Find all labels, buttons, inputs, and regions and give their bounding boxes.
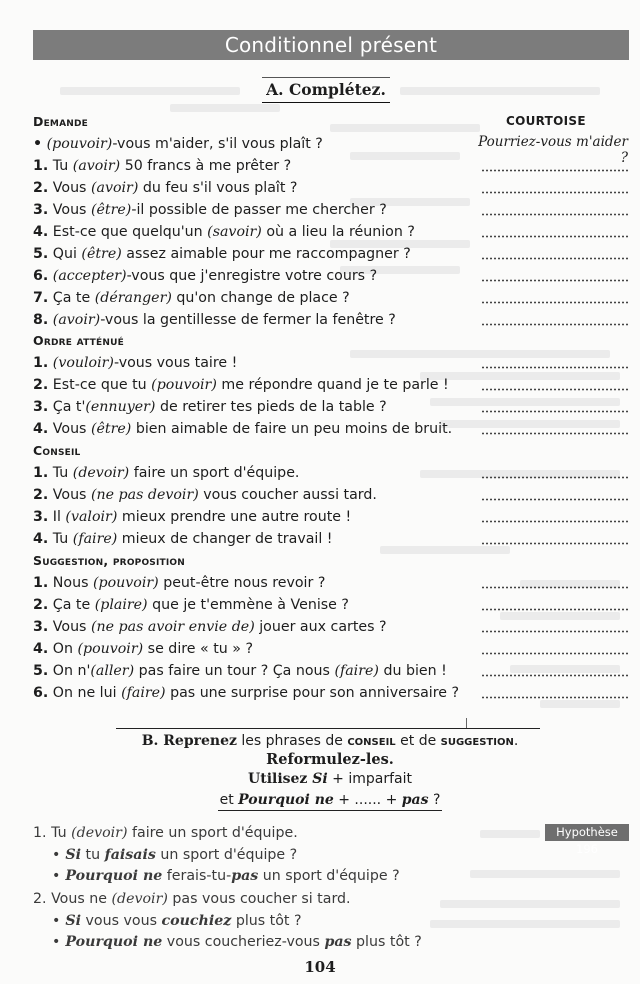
keyword: Si <box>65 913 82 929</box>
item-number: 3. <box>33 509 49 525</box>
instruction-text: les phrases de <box>236 733 348 749</box>
verb-hint: (pouvoir) <box>77 641 144 657</box>
answer-text: vous coucheriez-vous <box>162 934 325 950</box>
sentence-end: 50 francs à me prêter ? <box>120 158 292 174</box>
exercise-row <box>33 156 629 178</box>
exercise-row <box>33 573 629 595</box>
example-sentence <box>33 889 351 909</box>
item-number: 4. <box>33 641 49 657</box>
verb-hint: (vouloir) <box>52 355 114 371</box>
category-suggestion: Suggestion, proposition <box>33 553 186 568</box>
item-number: 1. <box>33 465 49 481</box>
verb-hint: (devoir) <box>71 825 128 841</box>
verb-hint: (pouvoir) <box>151 377 217 393</box>
exercise-row <box>33 310 629 332</box>
sentence-end: du feu s'il vous plaît ? <box>138 180 298 196</box>
exercise-row <box>33 683 629 705</box>
sentence-end: jouer aux cartes ? <box>254 619 387 635</box>
answer-blank-dots <box>481 410 629 413</box>
sentence-start: Vous <box>52 180 91 196</box>
sentence-start: Vous ne <box>51 891 112 907</box>
exercise-text <box>33 617 387 637</box>
answer-blank-dots <box>481 432 629 435</box>
answer-blank-dots <box>481 279 629 282</box>
sentence-end: du bien ! <box>378 663 447 679</box>
sentence-end: mieux de changer de travail ! <box>117 531 333 547</box>
item-number: 1. <box>33 158 49 174</box>
sentence-end: pas vous coucher si tard. <box>167 891 351 907</box>
answer-blank-dots <box>481 169 629 172</box>
item-number: 2. <box>33 597 49 613</box>
sentence-end: où a lieu la réunion ? <box>261 224 415 240</box>
answer-blank-dots <box>481 696 629 699</box>
keyword: pas <box>324 934 352 950</box>
item-number: • <box>33 136 43 152</box>
sentence-start: Qui <box>52 246 82 262</box>
section-a-title: A. Complétez. <box>262 80 390 103</box>
exercise-row <box>33 200 629 222</box>
exercise-text <box>33 200 387 220</box>
answer-blank-dots <box>481 257 629 260</box>
verb-hint: (devoir) <box>111 891 168 907</box>
sentence-end: pas faire un tour ? Ça nous <box>134 663 335 679</box>
item-number: 1. <box>33 825 47 841</box>
question-mark: ? <box>428 792 441 808</box>
verb-hint: (pouvoir) <box>92 575 159 591</box>
item-number: 6. <box>33 685 49 701</box>
item-number: 2. <box>33 891 47 907</box>
verb-hint: (aller) <box>90 663 135 679</box>
answer-blank-dots <box>481 301 629 304</box>
exercise-text <box>33 507 351 527</box>
exercise-row <box>33 222 629 244</box>
sentence-end: pas une surprise pour son anniversaire ? <box>165 685 460 701</box>
verb-hint: (avoir) <box>90 180 139 196</box>
exercise-row <box>33 288 629 310</box>
sentence-end: faire un sport d'équipe. <box>129 465 300 481</box>
exercise-text <box>33 134 323 154</box>
exercise-row <box>33 463 629 485</box>
answer-blank-dots <box>481 542 629 545</box>
reformulated-answer <box>52 866 400 886</box>
exercise-text <box>33 595 349 615</box>
exercise-text <box>33 178 297 198</box>
sentence-start: Tu <box>51 825 72 841</box>
keyword: Pourquoi ne <box>65 868 163 884</box>
imparfait-text: + imparfait <box>327 771 412 787</box>
exercise-text <box>33 310 396 330</box>
verb-hint: (pouvoir) <box>46 136 113 152</box>
item-number: 1. <box>33 575 49 591</box>
item-number: 2. <box>33 377 49 393</box>
sentence-start: Est-ce que tu <box>52 377 152 393</box>
verb-hint: (être) <box>90 202 132 218</box>
bullet-icon: • <box>52 847 61 863</box>
section-b-title: B. Reprenez <box>141 733 237 749</box>
example-sentence <box>33 823 298 843</box>
keyword: faisais <box>104 847 156 863</box>
exercise-row <box>33 375 629 397</box>
instruction-end: . <box>513 733 519 749</box>
answer-blank-dots <box>481 235 629 238</box>
sentence-start: Tu <box>52 158 73 174</box>
reformulez-instruction: Reformulez-les. <box>266 751 394 768</box>
sentence-end: se dire « tu » ? <box>143 641 253 657</box>
verb-hint: (ne pas avoir envie de) <box>90 619 255 635</box>
sentence-start: Vous <box>52 487 91 503</box>
sentence-end: -vous vous taire ! <box>113 355 238 371</box>
exercise-row <box>33 134 629 156</box>
exercise-row <box>33 661 629 683</box>
answer-blank-dots <box>481 476 629 479</box>
verb-hint: (avoir) <box>52 312 101 328</box>
exercise-text <box>33 222 415 242</box>
answer-blank-dots <box>481 323 629 326</box>
verb-hint: (ne pas devoir) <box>90 487 199 503</box>
keyword: Pourquoi ne <box>65 934 163 950</box>
chapter-banner: Conditionnel présent <box>33 30 629 60</box>
sentence-start: Est-ce que quelqu'un <box>52 224 208 240</box>
answer-blank-dots <box>481 608 629 611</box>
exercise-text <box>33 463 299 483</box>
exercise-text <box>33 485 377 505</box>
exercise-row <box>33 244 629 266</box>
item-number: 4. <box>33 421 49 437</box>
formula-text: + ...... + <box>333 792 402 808</box>
keyword: pas <box>231 868 259 884</box>
sentence-start: On n' <box>52 663 91 679</box>
answer-blank-dots <box>481 498 629 501</box>
answer-blank-dots <box>481 366 629 369</box>
exercise-text <box>33 397 387 417</box>
sentence-start: Il <box>52 509 66 525</box>
exercise-text <box>33 639 253 659</box>
sentence-end: -vous que j'enregistre votre cours ? <box>126 268 378 284</box>
exercise-text <box>33 266 377 286</box>
exercise-row <box>33 617 629 639</box>
sentence-start: Tu <box>52 465 73 481</box>
sentence-end: -il possible de passer me chercher ? <box>131 202 387 218</box>
pas-word: pas <box>401 792 429 808</box>
exercise-row <box>33 178 629 200</box>
answer-text: un sport d'équipe ? <box>258 868 400 884</box>
answer-text: plus tôt ? <box>351 934 422 950</box>
exercise-row <box>33 507 629 529</box>
answer-blank-dots <box>481 630 629 633</box>
exercise-text <box>33 529 333 549</box>
answer-text: tu <box>81 847 105 863</box>
section-b-instruction <box>0 733 640 749</box>
verb-hint: (être) <box>90 421 132 437</box>
sentence-start: Vous <box>52 421 91 437</box>
si-word: Si <box>312 771 328 787</box>
item-number: 8. <box>33 312 49 328</box>
answer-blank-dots <box>481 674 629 677</box>
item-number: 7. <box>33 290 49 306</box>
utilisez-instruction <box>0 771 640 787</box>
sentence-end: -vous m'aider, s'il vous plaît ? <box>112 136 323 152</box>
sentence-end: qu'on change de place ? <box>171 290 350 306</box>
item-number: 2. <box>33 180 49 196</box>
reformulated-answer <box>52 845 297 865</box>
exercise-row <box>33 595 629 617</box>
exercise-row <box>33 266 629 288</box>
sentence-end: mieux prendre une autre route ! <box>117 509 352 525</box>
verb-hint: (déranger) <box>94 290 172 306</box>
verb-hint: (ennuyer) <box>85 399 156 415</box>
sentence-start: Vous <box>52 619 91 635</box>
category-demande: Demande <box>33 114 88 129</box>
answer-blank-dots <box>481 586 629 589</box>
answer-blank-dots <box>481 191 629 194</box>
utilisez-word: Utilisez <box>248 771 313 787</box>
sentence-start: Nous <box>52 575 93 591</box>
exercise-text <box>33 573 325 593</box>
bullet-icon: • <box>52 868 61 884</box>
exercise-row <box>33 353 629 375</box>
item-number: 2. <box>33 487 49 503</box>
bullet-icon: • <box>52 934 61 950</box>
sentence-start: On <box>52 641 78 657</box>
sentence-end: -vous la gentillesse de fermer la fenêtre ? <box>100 312 396 328</box>
keyword: couchiez <box>161 913 232 929</box>
item-number: 5. <box>33 246 49 262</box>
verb-hint: (plaire) <box>94 597 148 613</box>
sentence-end: de retirer tes pieds de la table ? <box>155 399 387 415</box>
page-number: 104 <box>304 958 336 976</box>
courtoise-label: COURTOISE <box>506 114 586 128</box>
sentence-end: me répondre quand je te parle ! <box>216 377 449 393</box>
hypothese-reference-badge: Hypothèse 196 <box>545 824 629 841</box>
exercise-text <box>33 375 449 395</box>
verb-hint: (faire) <box>334 663 379 679</box>
answer-text: vous vous <box>81 913 162 929</box>
sentence-start: Vous <box>52 202 91 218</box>
item-number: 5. <box>33 663 49 679</box>
example-answer: Pourriez-vous m'aider ? <box>478 134 628 166</box>
section-divider <box>116 728 540 729</box>
item-number: 4. <box>33 531 49 547</box>
answer-blank-dots <box>481 520 629 523</box>
item-number: 4. <box>33 224 49 240</box>
exercise-text <box>33 661 447 681</box>
verb-hint: (faire) <box>72 531 118 547</box>
sentence-end: que je t'emmène à Venise ? <box>147 597 349 613</box>
sentence-end: faire un sport d'équipe. <box>127 825 298 841</box>
verb-hint: (être) <box>81 246 122 262</box>
exercise-text <box>33 288 350 308</box>
pourquoi-instruction <box>0 792 640 808</box>
category-conseil: Conseil <box>33 443 81 458</box>
sentence-end: peut-être nous revoir ? <box>158 575 326 591</box>
suggestion-word: suggestion <box>440 733 514 749</box>
item-number: 3. <box>33 619 49 635</box>
item-number: 3. <box>33 202 49 218</box>
sentence-end: vous coucher aussi tard. <box>198 487 377 503</box>
exercise-row <box>33 419 629 441</box>
sentence-start: On ne lui <box>52 685 122 701</box>
answer-blank-dots <box>481 652 629 655</box>
answer-blank-dots <box>481 213 629 216</box>
exercise-text <box>33 353 237 373</box>
answer-text: ferais-tu- <box>162 868 232 884</box>
verb-hint: (avoir) <box>72 158 121 174</box>
verb-hint: (savoir) <box>207 224 262 240</box>
verb-hint: (devoir) <box>72 465 130 481</box>
exercise-text <box>33 683 459 703</box>
exercise-text <box>33 156 291 176</box>
item-number: 1. <box>33 355 49 371</box>
answer-blank-dots <box>481 388 629 391</box>
instruction-and: et de <box>395 733 441 749</box>
verb-hint: (faire) <box>121 685 166 701</box>
verb-hint: (valoir) <box>65 509 118 525</box>
sentence-start: Ça t' <box>52 399 86 415</box>
verb-hint: (accepter) <box>52 268 127 284</box>
reformulated-answer <box>52 932 422 952</box>
bullet-icon: • <box>52 913 61 929</box>
et-text: et <box>219 792 239 808</box>
sentence-start: Ça te <box>52 597 95 613</box>
keyword: Si <box>65 847 82 863</box>
item-number: 3. <box>33 399 49 415</box>
exercise-row <box>33 639 629 661</box>
answer-text: plus tôt ? <box>231 913 302 929</box>
sentence-end: assez aimable pour me raccompagner ? <box>121 246 411 262</box>
sentence-end: bien aimable de faire un peu moins de bruit. <box>131 421 453 437</box>
pourquoi-ne-word: Pourquoi ne <box>238 792 334 808</box>
sentence-start: Tu <box>52 531 73 547</box>
reformulated-answer <box>52 911 302 931</box>
exercise-row <box>33 529 629 551</box>
category-ordre: Ordre atténué <box>33 333 124 348</box>
exercise-row <box>33 485 629 507</box>
exercise-text <box>33 244 411 264</box>
divider-tick <box>466 718 467 728</box>
answer-text: un sport d'équipe ? <box>155 847 298 863</box>
conseil-word: conseil <box>347 733 396 749</box>
exercise-row <box>33 397 629 419</box>
sentence-start: Ça te <box>52 290 95 306</box>
item-number: 6. <box>33 268 49 284</box>
exercise-text <box>33 419 452 439</box>
